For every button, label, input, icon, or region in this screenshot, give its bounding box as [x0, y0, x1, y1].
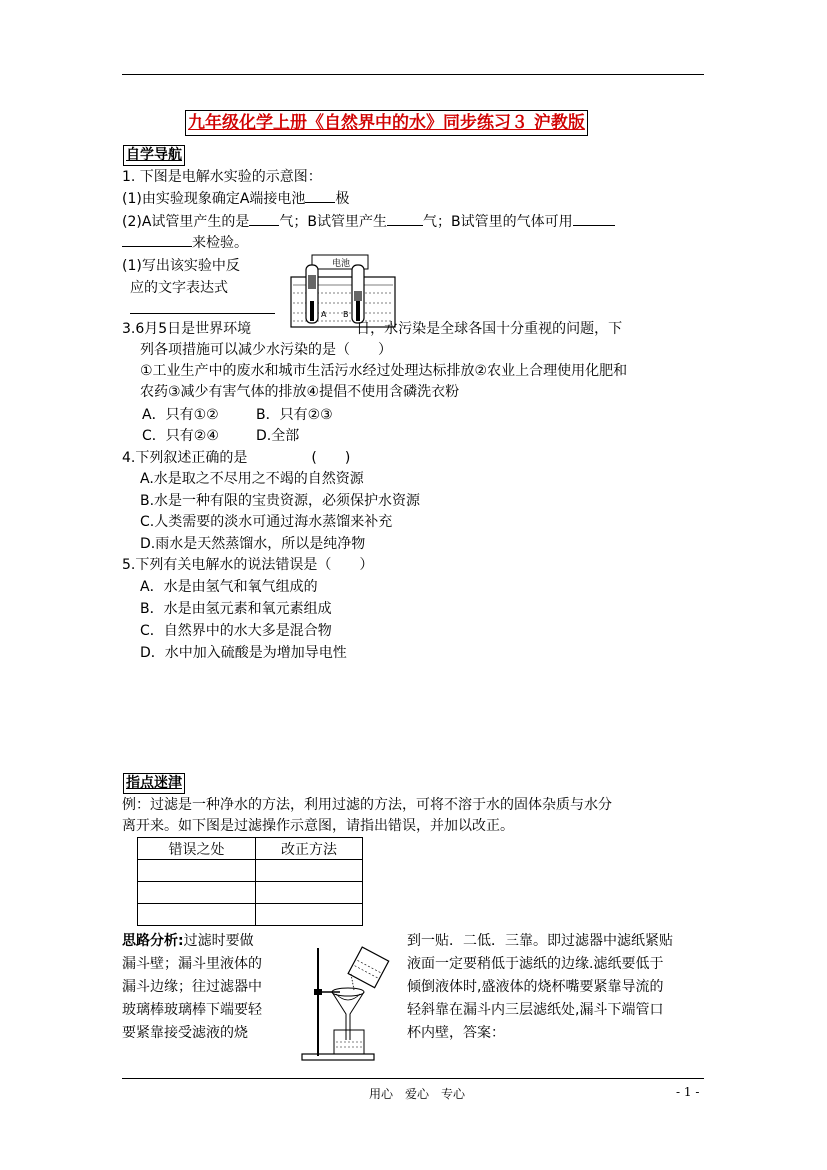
blank-gas-b[interactable] [387, 211, 423, 226]
q5-option-b[interactable]: B．水是由氢元素和氧元素组成 [140, 601, 332, 617]
q3-line1-a: 3.6月5日是世界环境 [122, 321, 252, 337]
q1-stem: 1. 下图是电解水实验的示意图： [122, 169, 322, 185]
q3-line4: 农药③减少有害气体的排放④提倡不使用含磷洗衣粉 [140, 384, 460, 400]
table-header-correction: 改正方法 [256, 838, 363, 860]
q1-part2 [122, 211, 615, 233]
table-cell[interactable] [256, 882, 363, 904]
figure-battery-label: 电池 [332, 259, 351, 269]
q1-part1-end: 极 [335, 191, 350, 207]
table-cell[interactable] [256, 904, 363, 926]
q1-part3-b: 应的文字表达式 [130, 280, 228, 296]
q4-stem [122, 447, 350, 469]
header-rule [122, 74, 704, 75]
q1-part1-text: (1)由实验现象确定A端接电池 [122, 191, 306, 207]
q5-option-d[interactable]: D．水中加入硫酸是为增加导电性 [140, 645, 347, 661]
page-title: 九年级化学上册《自然界中的水》同步练习３ 沪教版 [185, 110, 588, 136]
q1-part2-text-c: 气；B试管里的气体可用 [423, 214, 573, 230]
figure-label-b: B [343, 310, 349, 319]
q1-part2-text-a: (2)A试管里产生的是 [122, 214, 250, 230]
example-line1: 例：过滤是一种净水的方法，利用过滤的方法，可将不溶于水的固体杂质与水分 [122, 797, 612, 813]
q5-option-a[interactable]: A．水是由氢气和氧气组成的 [140, 579, 318, 595]
analysis-left-2: 漏斗壁；漏斗里液体的 [122, 956, 262, 972]
q3-line1-b: 日，水污染是全球各国十分重视的问题，下 [356, 321, 623, 337]
table-cell[interactable] [256, 860, 363, 882]
analysis-right-5: 杯内壁，答案： [407, 1025, 505, 1041]
q4-answer-paren: ( ) [311, 450, 351, 466]
section-heading-self-study: 自学导航 [123, 145, 185, 166]
analysis-right-2: 液面一定要稍低于滤纸的边缘.滤纸要低于 [407, 956, 664, 972]
blank-word-equation[interactable] [130, 313, 275, 314]
q3-option-b[interactable]: B．只有②③ [256, 407, 333, 423]
q4-option-b[interactable]: B.水是一种有限的宝贵资源，必须保护水资源 [140, 493, 421, 509]
blank-electrode[interactable] [305, 188, 335, 203]
analysis-left-1 [122, 930, 254, 952]
analysis-left-1-text: 过滤时要做 [183, 933, 254, 949]
q3-line3: ①工业生产中的废水和城市生活污水经过处理达标排放②农业上合理使用化肥和 [140, 363, 628, 379]
error-correction-table [137, 837, 363, 926]
q4-option-c[interactable]: C.人类需要的淡水可通过海水蒸馏来补充 [140, 514, 393, 530]
q3-line1 [122, 318, 622, 340]
table-header-row [138, 838, 363, 860]
analysis-label: 思路分析: [122, 933, 184, 949]
table-cell[interactable] [138, 904, 256, 926]
q1-part1 [122, 188, 349, 210]
q4-option-d[interactable]: D.雨水是天然蒸馏水，所以是纯净物 [140, 536, 366, 552]
blank-gas-a[interactable] [249, 211, 279, 226]
q5-stem: 5.下列有关电解水的说法错误是（ ） [122, 557, 374, 573]
q5-option-c[interactable]: C．自然界中的水大多是混合物 [140, 623, 332, 639]
q1-part3-a: (1)写出该实验中反 [122, 258, 240, 274]
q1-part2-text-d: 来检验。 [192, 235, 248, 251]
q3-line2: 列各项措施可以减少水污染的是（ ） [140, 342, 392, 358]
q3-option-a[interactable]: A．只有①② [142, 407, 219, 423]
figure-label-a: A [321, 310, 327, 319]
table-row [138, 860, 363, 882]
analysis-right-1: 到一贴．二低．三靠。即过滤器中滤纸紧贴 [407, 933, 673, 949]
analysis-left-5: 要紧靠接受滤液的烧 [122, 1025, 248, 1041]
example-line2: 离开来。如下图是过滤操作示意图，请指出错误，并加以改正。 [122, 818, 514, 834]
table-cell[interactable] [138, 882, 256, 904]
q3-option-d[interactable]: D.全部 [256, 428, 300, 444]
table-row [138, 904, 363, 926]
q1-part2-cont [122, 232, 248, 254]
table-row [138, 882, 363, 904]
filtration-figure [296, 944, 400, 1064]
blank-test-method-2[interactable] [122, 232, 192, 247]
section-heading-guidance: 指点迷津 [123, 773, 185, 794]
analysis-right-3: 倾倒液体时,盛液体的烧杯嘴要紧靠导流的 [407, 979, 664, 995]
analysis-right-4: 轻斜靠在漏斗内三层滤纸处,漏斗下端管口 [407, 1002, 664, 1018]
table-cell[interactable] [138, 860, 256, 882]
analysis-left-4: 玻璃棒玻璃棒下端要轻 [122, 1002, 262, 1018]
footer-motto: 用心 爱心 专心 [369, 1087, 466, 1101]
q4-stem-text: 4.下列叙述正确的是 [122, 450, 248, 466]
analysis-left-3: 漏斗边缘；往过滤器中 [122, 979, 262, 995]
footer-rule [122, 1078, 704, 1079]
blank-test-method-1[interactable] [573, 211, 615, 226]
page-number: - 1 - [676, 1085, 700, 1099]
q4-option-a[interactable]: A.水是取之不尽用之不竭的自然资源 [140, 471, 364, 487]
table-header-error: 错误之处 [138, 838, 256, 860]
q3-option-c[interactable]: C．只有②④ [142, 428, 219, 444]
q1-part2-text-b: 气；B试管里产生 [279, 214, 388, 230]
